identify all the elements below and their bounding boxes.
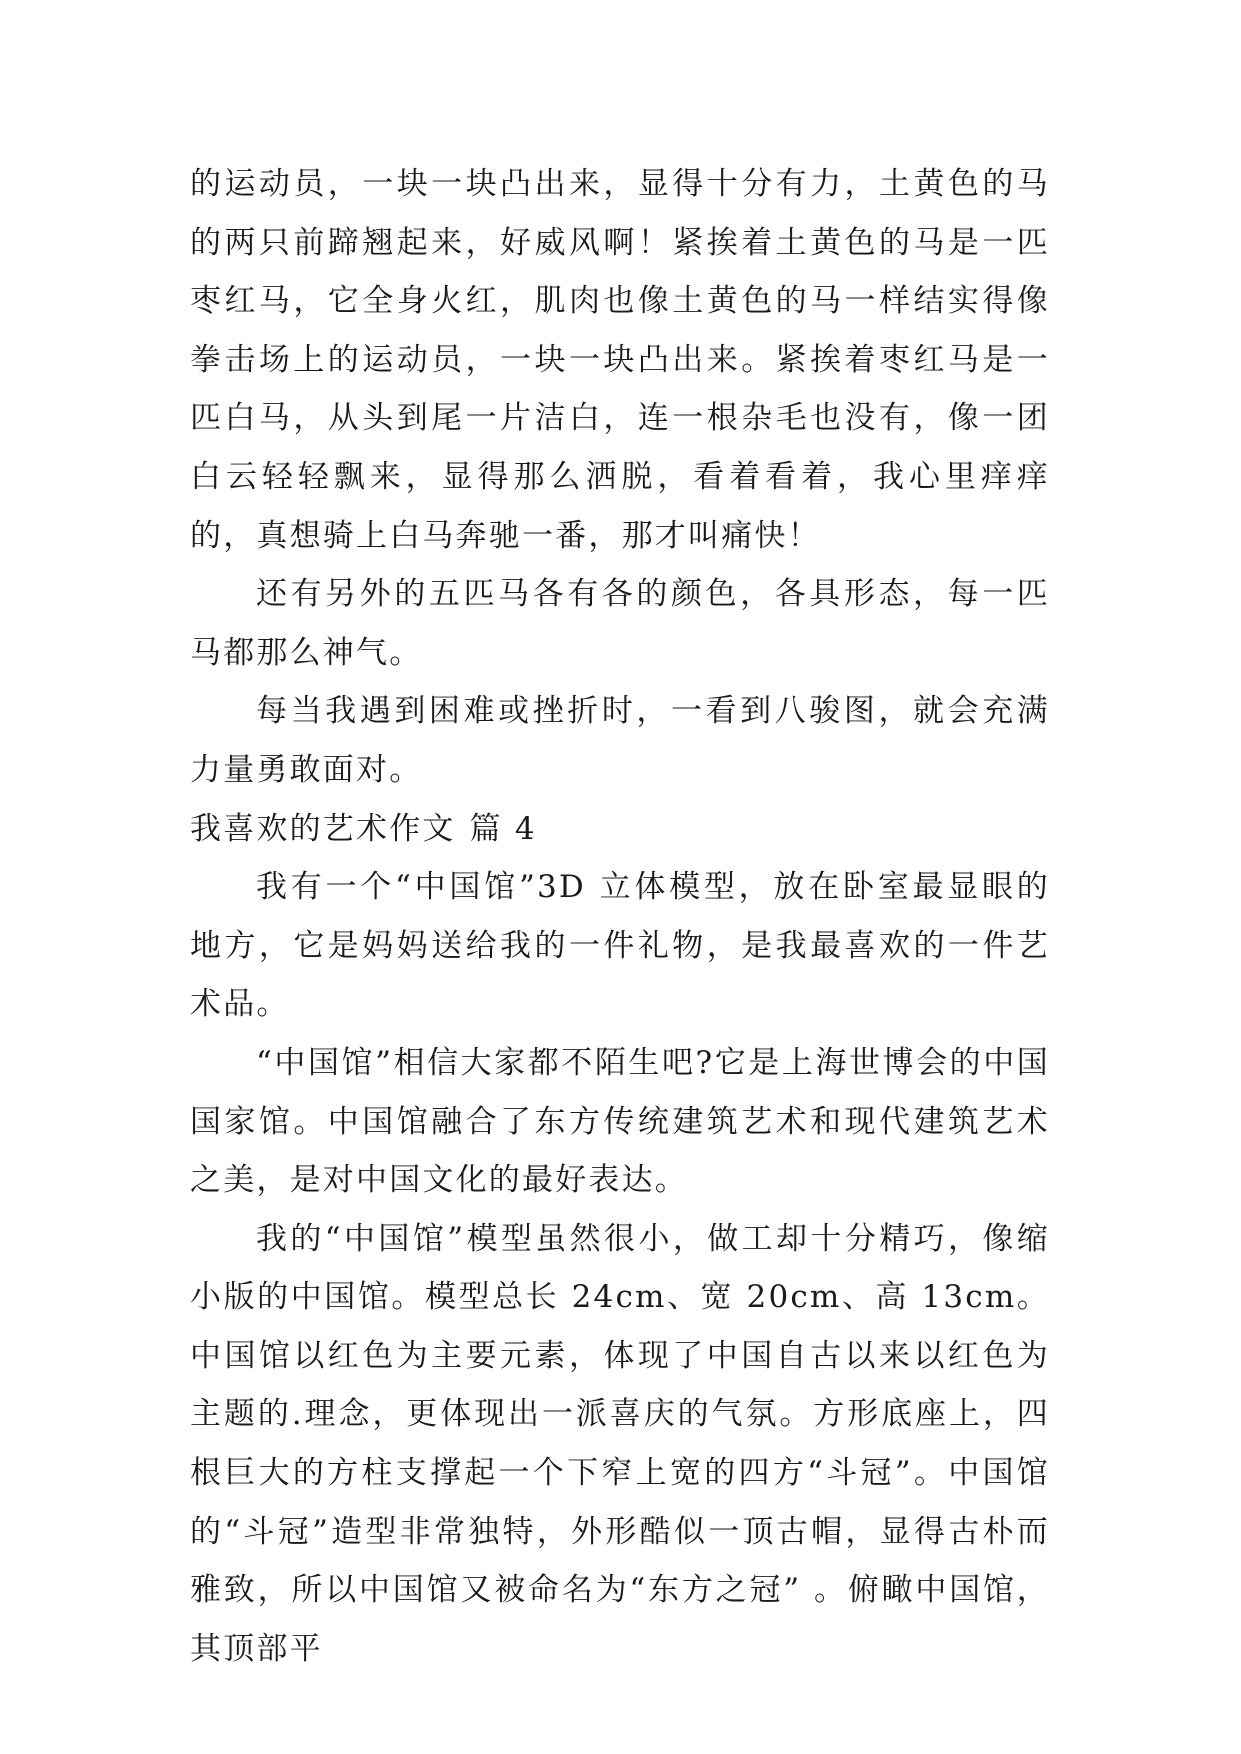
section-heading-number: 篇 4 — [469, 810, 537, 847]
section-heading — [190, 800, 1050, 859]
paragraph-china-pavilion-model: 我有一个“中国馆”3D 立体模型，放在卧室最显眼的地方，它是妈妈送给我的一件礼物，是我最喜欢的一件艺术品。 — [190, 869, 1050, 1023]
paragraph-china-pavilion-details: 我的“中国馆”模型虽然很小，做工却十分精巧，像缩小版的中国馆。模型总长 24cm、宽 20cm、高 13cm。中国馆以红色为主要元素，体现了中国自古以来以红色为主题的.理念，更体现出一派喜庆的气氛。方形底座上，四根巨大的方柱支撑起一个下窄上宽的四方“斗冠”。中国馆的“斗冠”造型非常独特，外形酷似一顶古帽，显得古朴而雅致，所以中国馆又被命名为“东方之冠” 。俯瞰中国馆，其顶部平 — [190, 1220, 1050, 1667]
paragraph-other-horses: 还有另外的五匹马各有各的颜色，各具形态，每一匹马都那么神气。 — [190, 576, 1050, 671]
section-heading-title: 我喜欢的艺术作文 — [190, 810, 456, 847]
document-body — [190, 155, 1050, 1678]
paragraph-horses-description: 的运动员，一块一块凸出来，显得十分有力，土黄色的马的两只前蹄翘起来，好威风啊！紧挨着土黄色的马是一匹枣红马，它全身火红，肌肉也像土黄色的马一样结实得像拳击场上的运动员，一块一块凸出来。紧挨着枣红马是一匹白马，从头到尾一片洁白，连一根杂毛也没有，像一团白云轻轻飘来，显得那么洒脱，看着看着，我心里痒痒的，真想骑上白马奔驰一番，那才叫痛快！ — [190, 166, 1050, 554]
paragraph-china-pavilion-intro: “中国馆”相信大家都不陌生吧?它是上海世博会的中国国家馆。中国馆融合了东方传统建筑艺术和现代建筑艺术之美，是对中国文化的最好表达。 — [190, 1044, 1050, 1199]
paragraph-courage: 每当我遇到困难或挫折时，一看到八骏图，就会充满力量勇敢面对。 — [190, 693, 1050, 788]
